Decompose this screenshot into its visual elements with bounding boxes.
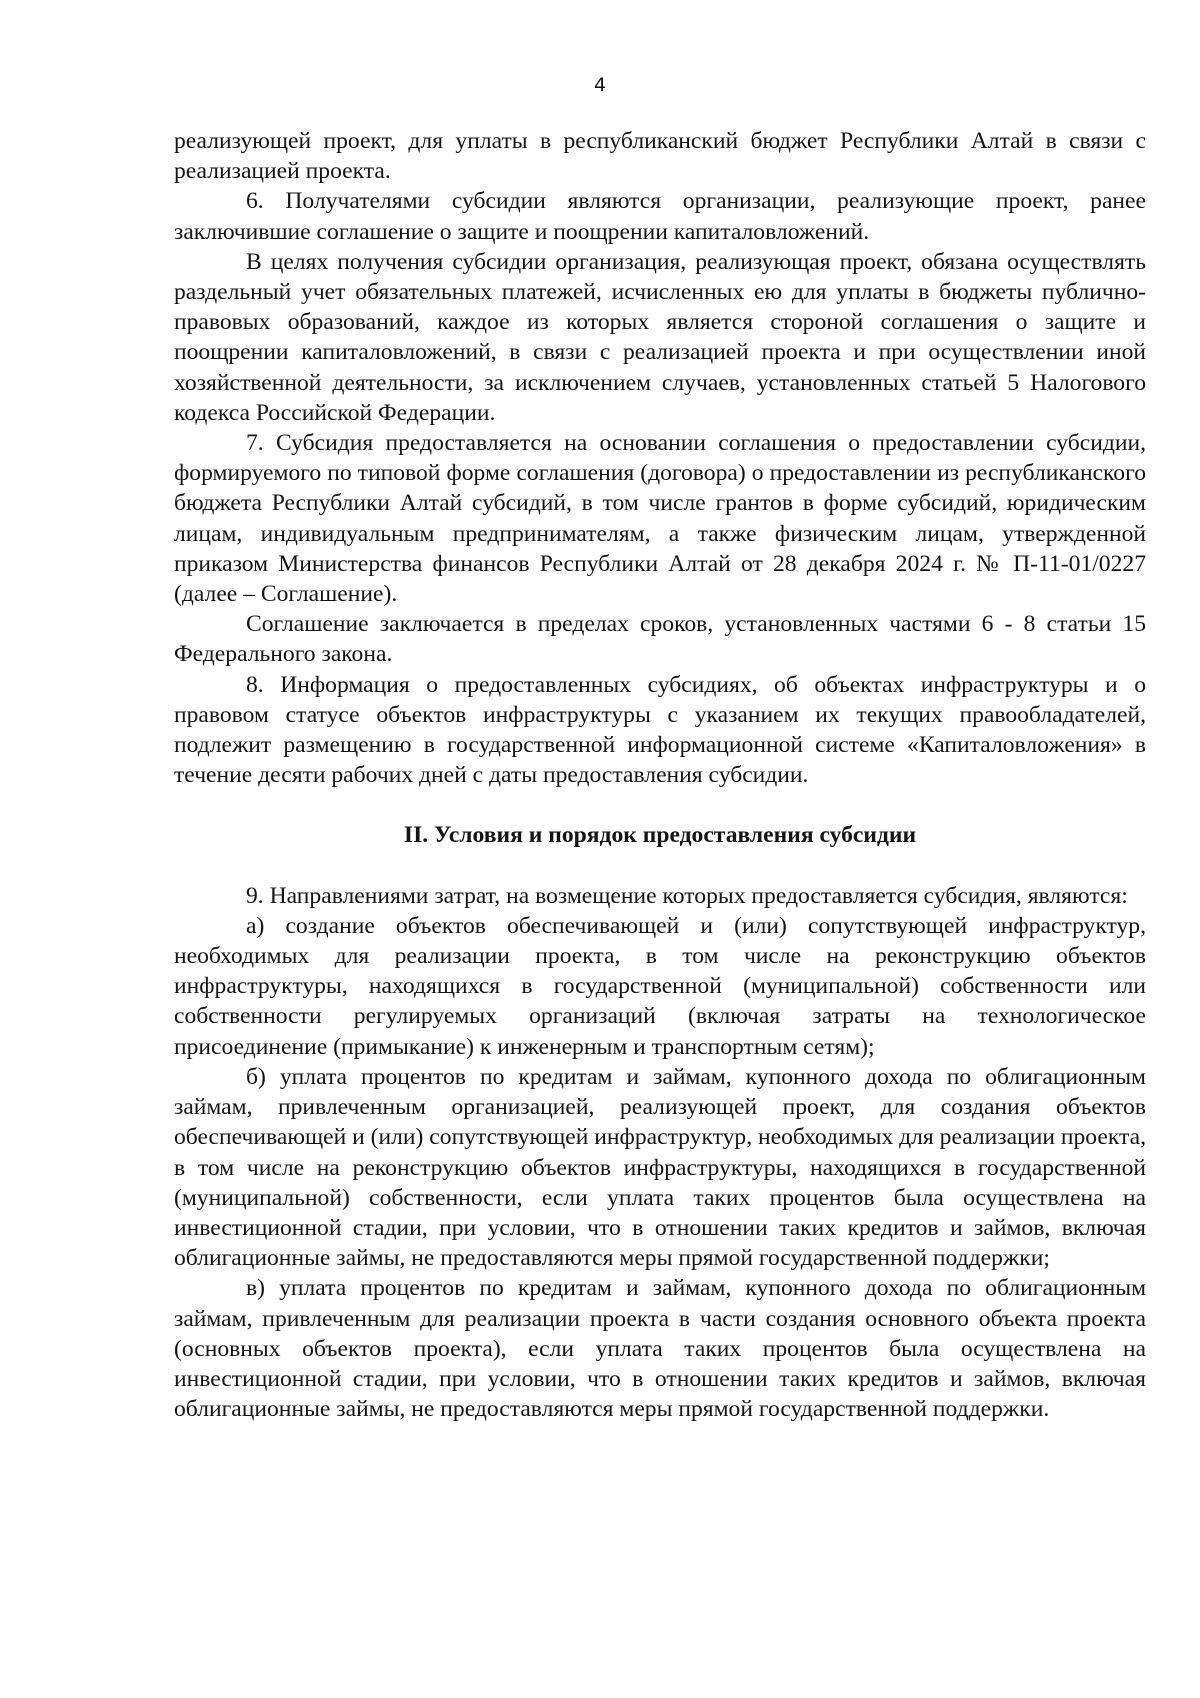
document-body [174, 126, 1146, 1424]
paragraph-subitem-b: б) уплата процентов по кредитам и займам, купонного дохода по облигационным займам, привлеченным организацией, реализующей проект, для создания объектов обеспечивающей и (или) сопутствующей инфраструктур, необходимых для реализации проекта, в том числе на реконструкцию объектов инфраструктуры, находящихся в государственной (муниципальной) собственности, если уплата таких процентов была осуществлена на инвестиционной стадии, при условии, что в отношении таких кредитов и займов, включая облигационные займы, не предоставляются меры прямой государственной поддержки; [174, 1063, 1146, 1272]
paragraph-item-6: 6. Получателями субсидии являются организации, реализующие проект, ранее заключившие соглашение о защите и поощрении капиталовложений. [174, 188, 1146, 245]
paragraph-item-8: 8. Информация о предоставленных субсидиях, об объектах инфраструктуры и о правовом статусе объектов инфраструктуры с указанием их текущих правообладателей, подлежит размещению в государственной информационной системе «Капиталовложения» в течение десяти рабочих дней с даты предоставления субсидии. [174, 671, 1146, 789]
paragraph-subitem-v: в) уплата процентов по кредитам и займам, купонного дохода по облигационным займам, привлеченным для реализации проекта в части создания основного объекта проекта (основных объектов проекта), если уплата таких процентов была осуществлена на инвестиционной стадии, при условии, что в отношении таких кредитов и займов, включая облигационные займы, не предоставляются меры прямой государственной поддержки. [174, 1275, 1146, 1423]
paragraph-subitem-a: а) создание объектов обеспечивающей и (или) сопутствующей инфраструктур, необходимых для реализации проекта, в том числе на реконструкцию объектов инфраструктуры, находящихся в государственной (муниципальной) собственности или собственности регулируемых организаций (включая затраты на технологическое присоединение (примыкание) к инженерным и транспортным сетям); [174, 912, 1146, 1060]
paragraph-continuation: реализующей проект, для уплаты в республиканский бюджет Республики Алтай в связи с реализацией проекта. [174, 128, 1146, 185]
paragraph-separate-accounting: В целях получения субсидии организация, реализующая проект, обязана осуществлять раздельный учет обязательных платежей, исчисленных ею для уплаты в бюджеты публично-правовых образований, каждое из которых является стороной соглашения о защите и поощрении капиталовложений, в связи с реализацией проекта и при осуществлении иной хозяйственной деятельности, за исключением случаев, установленных статьей 5 Налогового кодекса Российской Федерации. [174, 248, 1146, 426]
paragraph-item-7: 7. Субсидия предоставляется на основании соглашения о предоставлении субсидии, формируемого по типовой форме соглашения (договора) о предоставлении из республиканского бюджета Республики Алтай субсидий, в том числе грантов в форме субсидий, юридическим лицам, индивидуальным предпринимателям, а также физическим лицам, утвержденной приказом Министерства финансов Республики Алтай от 28 декабря 2024 г. № П-11-01/0227 (далее – Соглашение). [174, 430, 1146, 608]
page-number: 4 [593, 74, 607, 96]
paragraph-agreement-terms: Соглашение заключается в пределах сроков, установленных частями 6 - 8 статьи 15 Федерального закона. [174, 611, 1146, 668]
paragraph-item-9: 9. Направлениями затрат, на возмещение которых предоставляется субсидия, являются: [246, 882, 1128, 909]
section-heading: II. Условия и порядок предоставления субсидии [403, 822, 917, 849]
